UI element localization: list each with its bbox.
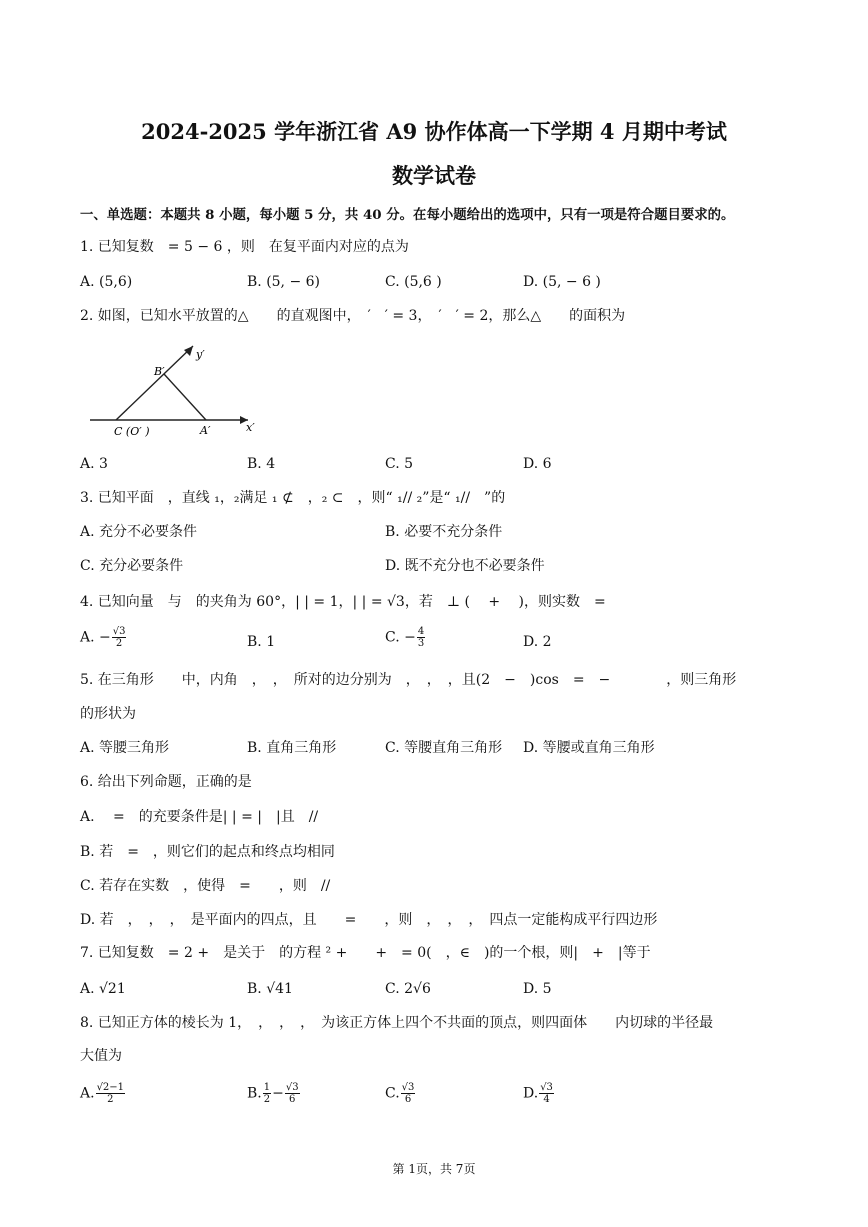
q2-option-a: A. 3 [80, 456, 108, 472]
y-axis-line [116, 346, 193, 420]
fraction: $\frac{√3}{6}$ [401, 1082, 415, 1105]
question-1-stem: 1. 已知复数 = 5 − 6 ，则 在复平面内对应的点为 [80, 239, 409, 255]
x-axis-label: x′ [246, 421, 255, 434]
question-4-stem: 4. 已知向量 与 的夹角为 60°，| | = 1，| | = √3，若 ⊥ ( + )，则实数 = [80, 594, 606, 610]
q4-option-a: A. − $\frac{√3}{2}$ [80, 626, 126, 649]
fraction: $\frac{√2-1}{2}$ [96, 1082, 125, 1105]
q1-option-a: A. (5,6) [80, 274, 133, 290]
q7-option-c: C. 2√6 [385, 981, 431, 997]
q4-option-b: B. 1 [247, 634, 276, 650]
q6-option-b: B. 若 = ，则它们的起点和终点均相同 [80, 844, 335, 860]
q8-option-a: A. $\frac{√2-1}{2}$ [80, 1082, 125, 1105]
exam-title: 2024-2025 学年浙江省 A9 协作体高一下学期 4 月期中考试 [141, 119, 727, 144]
q7-option-d: D. 5 [523, 981, 552, 997]
question-7-stem: 7. 已知复数 = 2 + 是关于 的方程 ² + + = 0( ，∈ )的一个根，则| + |等于 [80, 945, 651, 961]
q5-option-c: C. 等腰直角三角形 [385, 740, 503, 756]
q1-option-c: C. (5,6 ) [385, 274, 442, 290]
question-8-stem-cont: 大值为 [80, 1048, 122, 1064]
q7-option-b: B. √41 [247, 981, 293, 997]
q8-option-b: B. $\frac{1}{2}$ − $\frac{√3}{6}$ [247, 1082, 299, 1105]
q2-option-b: B. 4 [247, 456, 276, 472]
q7-option-a: A. √21 [80, 981, 126, 997]
page-footer: 第 1页，共 7页 [392, 1162, 476, 1176]
y-axis-label: y′ [196, 348, 205, 361]
exam-subtitle: 数学试卷 [392, 163, 476, 188]
q6-option-d: D. 若 ， ， ， 是平面内的四点，且 = ，则 ， ， ， 四点一定能构成平行四边形 [80, 912, 658, 928]
y-axis-arrow [184, 346, 193, 356]
fraction: $\frac{√3}{2}$ [112, 626, 126, 649]
section-heading: 一、单选题：本题共 8 小题，每小题 5 分，共 40 分。在每小题给出的选项中，只有一项是符合题目要求的。 [80, 207, 735, 223]
q6-option-a: A. = 的充要条件是| | = | |且 // [80, 809, 319, 825]
question-8-stem: 8. 已知正方体的棱长为 1， ， ， ， 为该正方体上四个不共面的顶点，则四面体 内切球的半径最 [80, 1015, 714, 1031]
question-3-stem: 3. 已知平面 ，直线 ₁，₂满足 ₁ ⊄ ，₂ ⊂ ，则“ ₁// ₂”是“ ₁// ”的 [80, 490, 506, 506]
q5-option-a: A. 等腰三角形 [80, 740, 170, 756]
fraction: $\frac{1}{2}$ [263, 1082, 271, 1105]
q4-option-c: C. − $\frac{4}{3}$ [385, 626, 425, 649]
q8-option-c: C. $\frac{√3}{6}$ [385, 1082, 415, 1105]
question-5-stem: 5. 在三角形 中，内角 ， ， 所对的边分别为 ， ， ，且(2 − )cos = − ，则三角形 [80, 672, 737, 688]
q1-option-b: B. (5, − 6) [247, 274, 321, 290]
q2-option-d: D. 6 [523, 456, 552, 472]
question-5-stem-cont: 的形状为 [80, 706, 136, 722]
fraction: $\frac{4}{3}$ [417, 626, 425, 649]
q5-option-b: B. 直角三角形 [247, 740, 337, 756]
q6-option-c: C. 若存在实数 ，使得 = ，则 // [80, 878, 331, 894]
point-b-label: B′ [154, 365, 165, 378]
question-6-stem: 6. 给出下列命题，正确的是 [80, 774, 252, 790]
q4-option-d: D. 2 [523, 634, 552, 650]
q3-option-d: D. 既不充分也不必要条件 [385, 558, 545, 574]
point-c-label: C (O′ ) [114, 425, 150, 438]
q5-option-d: D. 等腰或直角三角形 [523, 740, 655, 756]
triangle-side-ab [164, 374, 206, 420]
q3-option-a: A. 充分不必要条件 [80, 524, 198, 540]
fraction: $\frac{√3}{6}$ [285, 1082, 299, 1105]
fraction: $\frac{√3}{4}$ [540, 1082, 553, 1105]
q3-option-c: C. 充分必要条件 [80, 558, 184, 574]
point-a-label: A′ [200, 424, 211, 437]
q2-option-c: C. 5 [385, 456, 414, 472]
q3-option-b: B. 必要不充分条件 [385, 524, 503, 540]
oblique-triangle-figure [88, 340, 268, 440]
question-2-stem: 2. 如图，已知水平放置的△ 的直观图中， ′ ′ = 3， ′ ′ = 2，那么△ 的面积为 [80, 308, 626, 324]
q8-option-d: D. $\frac{√3}{4}$ [523, 1082, 553, 1105]
q1-option-d: D. (5, − 6 ) [523, 274, 601, 290]
